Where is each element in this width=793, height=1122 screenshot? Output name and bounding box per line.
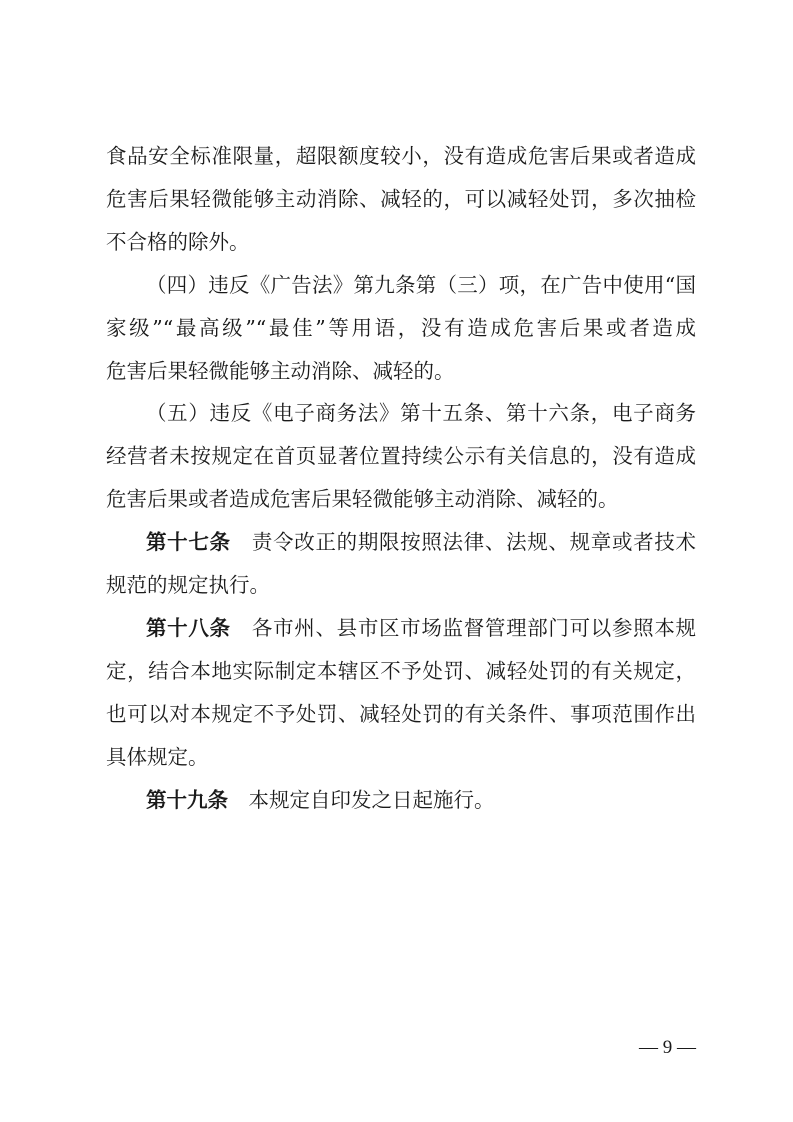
paragraph-line: 食品安全标准限量，超限额度较小，没有造成危害后果或者造成 bbox=[106, 144, 696, 168]
article-18-heading: 第十八条 bbox=[146, 616, 231, 640]
item-4-line: （四）违反《广告法》第九条第（三）项，在广告中使用“国 bbox=[146, 273, 696, 297]
paragraph-line: 危害后果轻微能够主动消除、减轻的，可以减轻处罚，多次抽检 bbox=[106, 187, 696, 211]
page-number: — 9 — bbox=[639, 1037, 696, 1058]
article-18-text: 各市州、县市区市场监督管理部门可以参照本规 bbox=[251, 616, 697, 640]
item-5-line: （五）违反《电子商务法》第十五条、第十六条，电子商务 bbox=[146, 401, 696, 425]
item-5-line: 经营者未按规定在首页显著位置持续公示有关信息的，没有造成 bbox=[106, 444, 696, 468]
article-17-text: 责令改正的期限按照法律、法规、规章或者技术 bbox=[251, 530, 697, 554]
item-4-line: 危害后果轻微能够主动消除、减轻的。 bbox=[106, 359, 455, 383]
article-19-heading: 第十九条 bbox=[146, 788, 228, 812]
article-17-heading: 第十七条 bbox=[146, 530, 231, 554]
article-18-line: 也可以对本规定不予处罚、减轻处罚的有关条件、事项范围作出 bbox=[106, 702, 696, 726]
article-18-line: 定，结合本地实际制定本辖区不予处罚、减轻处罚的有关规定， bbox=[106, 659, 696, 683]
item-4-line: 家级”“最高级”“最佳”等用语，没有造成危害后果或者造成 bbox=[106, 316, 696, 340]
article-17-line: 规范的规定执行。 bbox=[106, 573, 270, 597]
article-18-first-line bbox=[146, 614, 696, 642]
article-18-line: 具体规定。 bbox=[106, 745, 209, 769]
article-19-text: 本规定自印发之日起施行。 bbox=[248, 788, 495, 812]
article-19-line bbox=[146, 786, 696, 814]
item-5-line: 危害后果或者造成危害后果轻微能够主动消除、减轻的。 bbox=[106, 487, 619, 511]
paragraph-line: 不合格的除外。 bbox=[106, 230, 250, 254]
article-17-first-line bbox=[146, 528, 696, 556]
